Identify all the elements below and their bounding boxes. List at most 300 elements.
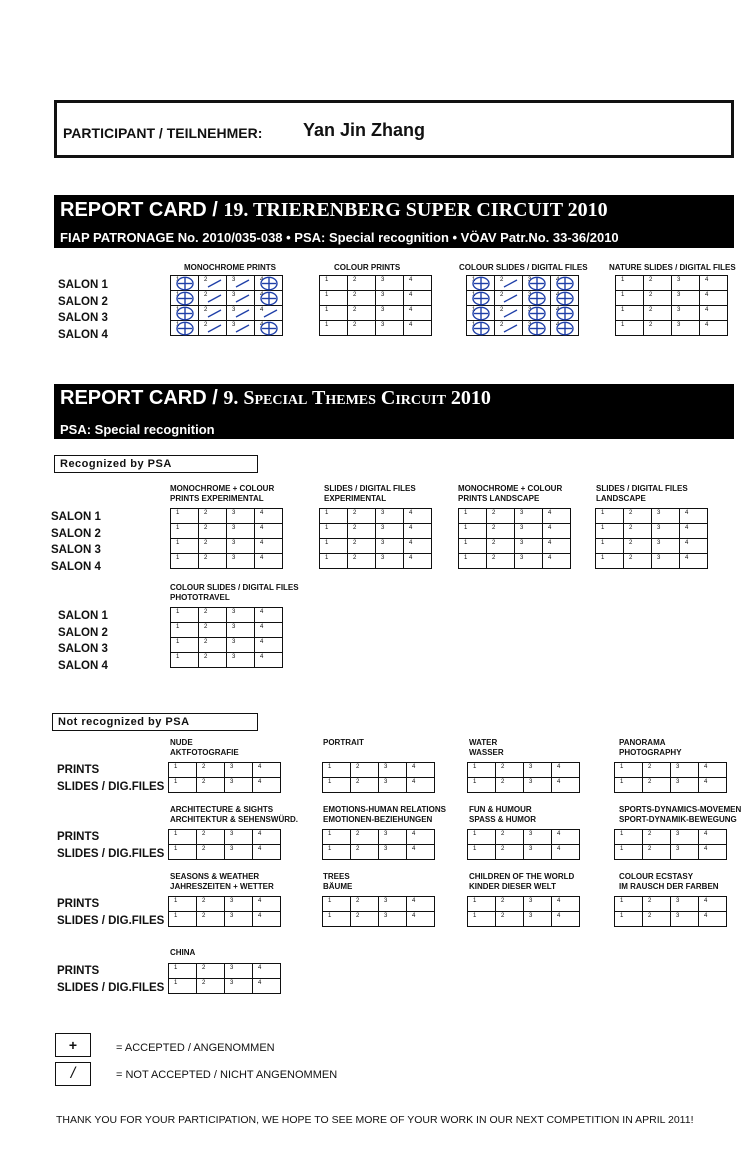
cell-number: 2: [648, 846, 652, 852]
grid-cell: [225, 845, 253, 860]
row-label: SLIDES / DIG.FILES: [57, 914, 165, 927]
grid-cell: [644, 276, 672, 291]
grid-cell: [468, 845, 496, 860]
score-grid: [168, 896, 281, 927]
cell-number: 1: [325, 555, 329, 561]
grid-row: [169, 964, 281, 979]
cell-number: 1: [325, 540, 329, 546]
grid-cell: [496, 897, 524, 912]
grid-cell: [323, 830, 351, 845]
grid-cell: [624, 524, 652, 539]
cell-number: 2: [648, 779, 652, 785]
report-card-1-title: [60, 199, 608, 222]
section-header: [469, 805, 536, 824]
grid-row: [616, 291, 728, 306]
grid-cell: [699, 912, 727, 927]
score-grid: [322, 762, 435, 793]
cell-number: 1: [328, 831, 332, 837]
cell-number: 1: [325, 322, 329, 328]
grid-row: [468, 912, 580, 927]
cell-number: 3: [232, 322, 236, 328]
grid-row: [459, 554, 571, 569]
grid-cell: [348, 321, 376, 336]
grid-row: [596, 509, 708, 524]
cell-number: 3: [381, 277, 385, 283]
grid-cell: [468, 912, 496, 927]
grid-cell: [379, 912, 407, 927]
grid-cell: [672, 306, 700, 321]
cell-number: 3: [381, 307, 385, 313]
grid-cell: [169, 979, 197, 994]
cell-number: 1: [176, 609, 180, 615]
grid-cell: [199, 321, 227, 336]
cell-number: 3: [232, 609, 236, 615]
grid-cell: [255, 291, 283, 306]
grid-row: [616, 306, 728, 321]
grid-cell: [199, 276, 227, 291]
grid-cell: [699, 897, 727, 912]
cell-number: 1: [325, 525, 329, 531]
grid-cell: [700, 291, 728, 306]
cell-number: 3: [381, 525, 385, 531]
cell-number: 4: [704, 898, 708, 904]
grid-cell: [404, 509, 432, 524]
grid-row: [171, 276, 283, 291]
cell-number: 4: [548, 510, 552, 516]
cell-number: 2: [202, 913, 206, 919]
grid-cell: [551, 321, 579, 336]
cell-number: 2: [353, 292, 357, 298]
grid-cell: [348, 554, 376, 569]
row-label: PRINTS: [57, 965, 100, 977]
header-line: MONOCHROME + COLOUR: [458, 484, 563, 493]
cell-number: 4: [705, 292, 709, 298]
cell-number: 3: [384, 898, 388, 904]
cell-number: 2: [202, 980, 206, 986]
cell-number: 3: [676, 779, 680, 785]
participant-label: PARTICIPANT / TEILNEHMER:: [63, 125, 263, 141]
score-grid: [466, 275, 579, 336]
grid-cell: [253, 830, 281, 845]
grid-cell: [255, 623, 283, 638]
grid-cell: [523, 291, 551, 306]
cell-number: 2: [204, 654, 208, 660]
header-line: EMOTIONEN-BEZIEHUNGEN: [323, 814, 433, 824]
grid-cell: [171, 524, 199, 539]
row-label: SALON 2: [51, 527, 101, 540]
score-grid: [614, 762, 727, 793]
grid-cell: [615, 830, 643, 845]
grid-cell: [552, 912, 580, 927]
cell-number: 1: [601, 540, 605, 546]
grid-cell: [680, 554, 708, 569]
cell-number: 4: [409, 277, 413, 283]
cell-number: 4: [260, 277, 264, 283]
cell-number: 4: [556, 292, 560, 298]
cell-number: 1: [328, 779, 332, 785]
score-grid: [614, 829, 727, 860]
grid-cell: [225, 897, 253, 912]
cell-number: 2: [492, 525, 496, 531]
grid-cell: [523, 306, 551, 321]
cell-number: 1: [621, 322, 625, 328]
cell-number: 2: [356, 764, 360, 770]
cell-number: 2: [353, 525, 357, 531]
cell-number: 4: [409, 292, 413, 298]
grid-cell: [351, 897, 379, 912]
score-grid: [319, 508, 432, 569]
section-header: [170, 948, 195, 958]
report-card-2-subtitle: PSA: Special recognition: [60, 422, 215, 437]
grid-cell: [524, 778, 552, 793]
grid-row: [615, 912, 727, 927]
grid-cell: [596, 509, 624, 524]
grid-cell: [699, 763, 727, 778]
grid-cell: [348, 306, 376, 321]
cell-number: 2: [492, 555, 496, 561]
grid-cell: [524, 763, 552, 778]
cell-number: 1: [621, 277, 625, 283]
cell-number: 1: [325, 307, 329, 313]
grid-cell: [197, 979, 225, 994]
cell-number: 3: [657, 510, 661, 516]
grid-row: [320, 291, 432, 306]
grid-cell: [523, 321, 551, 336]
grid-cell: [376, 524, 404, 539]
grid-cell: [197, 964, 225, 979]
grid-cell: [671, 912, 699, 927]
grid-cell: [376, 276, 404, 291]
grid-cell: [487, 554, 515, 569]
grid-row: [596, 539, 708, 554]
cell-number: 4: [704, 779, 708, 785]
header-line: CHILDREN OF THE WORLD: [469, 872, 575, 881]
report-card-1-title-main: 19. TRIERENBERG SUPER CIRCUIT 2010: [223, 199, 608, 221]
cell-number: 4: [556, 307, 560, 313]
cell-number: 4: [705, 322, 709, 328]
section-header: COLOUR SLIDES / DIGITAL FILES: [459, 263, 588, 272]
header-line: TREES: [323, 872, 350, 881]
cell-number: 4: [409, 322, 413, 328]
cell-number: 4: [412, 764, 416, 770]
grid-cell: [171, 291, 199, 306]
grid-cell: [551, 291, 579, 306]
cell-number: 2: [204, 525, 208, 531]
grid-cell: [323, 845, 351, 860]
grid-row: [596, 524, 708, 539]
row-label: PRINTS: [57, 898, 100, 910]
grid-cell: [227, 306, 255, 321]
grid-cell: [171, 623, 199, 638]
grid-cell: [467, 321, 495, 336]
grid-cell: [515, 554, 543, 569]
cell-number: 1: [620, 846, 624, 852]
cell-number: 2: [202, 779, 206, 785]
grid-cell: [323, 778, 351, 793]
grid-cell: [680, 539, 708, 554]
cell-number: 4: [556, 322, 560, 328]
cell-number: 1: [473, 846, 477, 852]
grid-cell: [524, 845, 552, 860]
grid-cell: [404, 524, 432, 539]
cell-number: 3: [230, 980, 234, 986]
cell-number: 2: [648, 831, 652, 837]
grid-cell: [543, 554, 571, 569]
grid-cell: [320, 524, 348, 539]
grid-row: [459, 539, 571, 554]
grid-cell: [199, 306, 227, 321]
cell-number: 3: [232, 555, 236, 561]
row-label: SALON 1: [58, 610, 108, 622]
section-header: MONOCHROME PRINTS: [184, 263, 276, 272]
grid-cell: [551, 306, 579, 321]
grid-cell: [407, 763, 435, 778]
cell-number: 3: [528, 307, 532, 313]
cell-number: 2: [202, 831, 206, 837]
not-recognized-row-labels: [57, 963, 164, 996]
header-line: CHINA: [170, 948, 196, 957]
grid-cell: [700, 276, 728, 291]
grid-cell: [171, 539, 199, 554]
grid-cell: [644, 291, 672, 306]
grid-cell: [495, 291, 523, 306]
cell-number: 3: [232, 639, 236, 645]
cell-number: 2: [204, 510, 208, 516]
cell-number: 1: [176, 307, 180, 313]
header-line: MONOCHROME + COLOUR: [170, 484, 275, 493]
grid-cell: [227, 623, 255, 638]
grid-row: [171, 653, 283, 668]
grid-cell: [320, 539, 348, 554]
grid-row: [169, 845, 281, 860]
cell-number: 2: [492, 540, 496, 546]
grid-row: [459, 524, 571, 539]
report-card-1-banner: [54, 195, 734, 248]
grid-cell: [652, 524, 680, 539]
cell-number: 1: [174, 980, 178, 986]
grid-cell: [551, 276, 579, 291]
grid-cell: [643, 830, 671, 845]
grid-cell: [404, 539, 432, 554]
grid-cell: [643, 897, 671, 912]
grid-cell: [672, 321, 700, 336]
section-header: [324, 484, 416, 503]
grid-cell: [404, 291, 432, 306]
grid-cell: [171, 509, 199, 524]
cell-number: 3: [232, 654, 236, 660]
section-header: [596, 484, 688, 503]
cell-number: 3: [232, 624, 236, 630]
recognized-row-labels-2: [58, 608, 108, 674]
grid-cell: [199, 509, 227, 524]
grid-cell: [404, 276, 432, 291]
header-line: ARCHITECTURE & SIGHTS: [170, 805, 274, 814]
grid-cell: [652, 539, 680, 554]
report-card-2-prefix: REPORT CARD /: [60, 387, 224, 409]
grid-row: [169, 912, 281, 927]
cell-number: 4: [704, 846, 708, 852]
cell-number: 3: [381, 540, 385, 546]
row-label: SALON 4: [58, 659, 108, 672]
cell-number: 1: [620, 898, 624, 904]
grid-cell: [552, 830, 580, 845]
grid-cell: [320, 291, 348, 306]
cell-number: 3: [529, 898, 533, 904]
grid-row: [320, 306, 432, 321]
cell-number: 1: [473, 779, 477, 785]
grid-cell: [487, 539, 515, 554]
grid-cell: [596, 539, 624, 554]
header-line: BÄUME: [323, 881, 353, 891]
cell-number: 4: [409, 525, 413, 531]
grid-cell: [552, 845, 580, 860]
grid-cell: [543, 524, 571, 539]
grid-cell: [253, 979, 281, 994]
cell-number: 3: [529, 779, 533, 785]
grid-cell: [255, 638, 283, 653]
header-line: SEASONS & WEATHER: [170, 872, 260, 881]
cell-number: 3: [230, 831, 234, 837]
grid-cell: [323, 763, 351, 778]
grid-row: [615, 763, 727, 778]
cell-number: 3: [520, 525, 524, 531]
cell-number: 1: [620, 831, 624, 837]
cell-number: 4: [409, 510, 413, 516]
grid-row: [615, 778, 727, 793]
grid-row: [616, 276, 728, 291]
cell-number: 1: [174, 913, 178, 919]
grid-row: [320, 524, 432, 539]
grid-cell: [543, 509, 571, 524]
grid-row: [171, 509, 283, 524]
cell-number: 4: [409, 555, 413, 561]
cell-number: 1: [176, 510, 180, 516]
grid-cell: [496, 845, 524, 860]
header-line: SLIDES / DIGITAL FILES: [324, 484, 416, 493]
grid-cell: [199, 638, 227, 653]
cell-number: 2: [500, 307, 504, 313]
cell-number: 4: [409, 307, 413, 313]
footer-text: THANK YOU FOR YOUR PARTICIPATION, WE HOPE TO SEE MORE OF YOUR WORK IN OUR NEXT COMPETITION IN APRIL 2011!: [56, 1114, 694, 1126]
grid-cell: [225, 830, 253, 845]
grid-cell: [487, 509, 515, 524]
cell-number: 4: [260, 654, 264, 660]
section-header: [619, 805, 741, 824]
grid-cell: [255, 554, 283, 569]
score-grid: [319, 275, 432, 336]
cell-number: 1: [464, 510, 468, 516]
grid-row: [171, 608, 283, 623]
grid-cell: [515, 524, 543, 539]
grid-cell: [643, 912, 671, 927]
cell-number: 4: [704, 913, 708, 919]
report-card-2-title-main: 9. Special Themes Circuit 2010: [223, 387, 491, 409]
cell-number: 2: [648, 898, 652, 904]
row-label: SALON 4: [58, 328, 108, 341]
cell-number: 2: [501, 831, 505, 837]
grid-cell: [253, 912, 281, 927]
cell-number: 2: [649, 307, 653, 313]
cell-number: 1: [472, 307, 476, 313]
cell-number: 4: [260, 525, 264, 531]
not-recognized-row-labels: [57, 829, 164, 862]
score-grid: [467, 762, 580, 793]
cell-number: 3: [528, 322, 532, 328]
cell-number: 1: [176, 292, 180, 298]
grid-row: [468, 845, 580, 860]
grid-cell: [227, 276, 255, 291]
header-line: EMOTIONS-HUMAN RELATIONS: [323, 805, 446, 814]
grid-row: [171, 638, 283, 653]
row-label: SALON 3: [51, 544, 101, 556]
cell-number: 1: [176, 322, 180, 328]
cell-number: 1: [174, 831, 178, 837]
grid-cell: [169, 830, 197, 845]
cell-number: 4: [260, 322, 264, 328]
grid-cell: [255, 539, 283, 554]
cell-number: 2: [202, 764, 206, 770]
grid-cell: [407, 830, 435, 845]
grid-cell: [459, 509, 487, 524]
grid-cell: [348, 276, 376, 291]
grid-cell: [680, 509, 708, 524]
cell-number: 4: [557, 831, 561, 837]
cell-number: 4: [258, 846, 262, 852]
grid-cell: [524, 912, 552, 927]
cell-number: 1: [176, 555, 180, 561]
grid-cell: [699, 830, 727, 845]
grid-cell: [227, 608, 255, 623]
grid-row: [323, 830, 435, 845]
cell-number: 1: [473, 913, 477, 919]
cell-number: 4: [557, 779, 561, 785]
grid-cell: [616, 306, 644, 321]
grid-cell: [496, 912, 524, 927]
cell-number: 2: [501, 779, 505, 785]
cell-number: 1: [464, 525, 468, 531]
grid-cell: [348, 509, 376, 524]
grid-cell: [171, 321, 199, 336]
cell-number: 3: [381, 555, 385, 561]
section-header: [170, 805, 298, 824]
accepted-symbol-box: +: [55, 1033, 91, 1057]
cell-number: 4: [685, 555, 689, 561]
grid-cell: [624, 554, 652, 569]
cell-number: 3: [520, 510, 524, 516]
grid-cell: [404, 306, 432, 321]
cell-number: 2: [353, 540, 357, 546]
not-accepted-symbol-box: /: [55, 1062, 91, 1086]
score-grid: [615, 275, 728, 336]
row-label: SALON 1: [58, 279, 108, 291]
cell-number: 3: [676, 831, 680, 837]
grid-row: [467, 276, 579, 291]
cell-number: 2: [353, 307, 357, 313]
grid-cell: [643, 763, 671, 778]
score-grid: [614, 896, 727, 927]
grid-cell: [197, 845, 225, 860]
cell-number: 2: [500, 292, 504, 298]
row-label: PRINTS: [57, 764, 100, 776]
cell-number: 1: [174, 898, 178, 904]
grid-cell: [199, 291, 227, 306]
grid-row: [169, 979, 281, 994]
grid-cell: [672, 276, 700, 291]
cell-number: 3: [677, 307, 681, 313]
grid-row: [323, 778, 435, 793]
cell-number: 2: [500, 322, 504, 328]
grid-cell: [515, 509, 543, 524]
